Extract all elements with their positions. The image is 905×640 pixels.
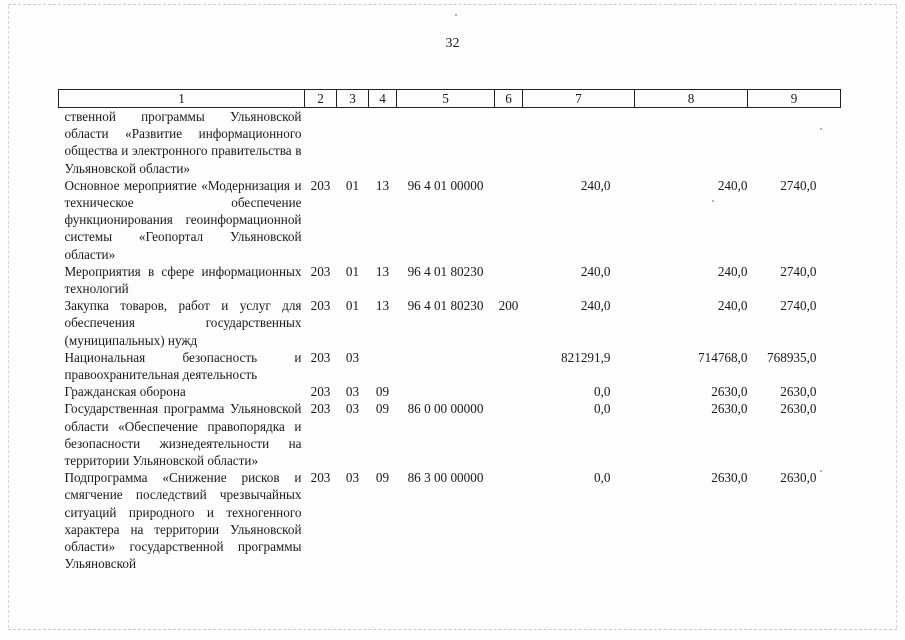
cell-col7: 240,0 [580, 298, 611, 314]
cell-col5 [397, 383, 495, 400]
row-name: Государственная программа Ульяновской области «Обеспечение правопорядка и безопасности жизнедеятельности на территории Ульяновской области» [64, 401, 302, 469]
cell-col5: 96 4 01 80230 [407, 263, 484, 279]
column-header: 4 [369, 90, 397, 108]
cell-col8: 240,0 [717, 177, 748, 193]
cell-col6 [495, 383, 523, 400]
cell-col4: 09 [375, 470, 390, 486]
cell-col2: 203 [310, 177, 331, 193]
cell-col7: 0,0 [594, 470, 611, 486]
column-header: 9 [748, 90, 841, 108]
cell-col7: 821291,9 [561, 349, 611, 365]
cell-col9: 2630,0 [780, 401, 817, 417]
cell-col7: 0,0 [594, 401, 611, 417]
row-name: Гражданская оборона [64, 384, 186, 400]
row-name: Подпрограмма «Снижение рисков и смягчение последствий чрезвычайных ситуаций природного и техногенного характера на территории Ульяновской области» государственной программы Ульяновской [64, 470, 302, 572]
cell-col2: 203 [310, 349, 331, 365]
cell-col4 [369, 108, 397, 177]
table-row [59, 469, 841, 572]
cell-col8: 240,0 [717, 263, 748, 279]
cell-col9: 2630,0 [780, 470, 817, 486]
cell-col5: 86 0 00 00000 [407, 401, 484, 417]
cell-col6 [495, 263, 523, 297]
column-header: 8 [635, 90, 748, 108]
cell-col4: 13 [375, 298, 390, 314]
cell-col3: 03 [345, 384, 360, 400]
cell-col6: 200 [498, 298, 519, 314]
column-header: 1 [59, 90, 305, 108]
table-row [59, 400, 841, 469]
cell-col6 [495, 400, 523, 469]
cell-col5 [397, 108, 495, 177]
cell-col8: 714768,0 [698, 349, 748, 365]
cell-col2: 203 [310, 401, 331, 417]
row-name: ственной программы Ульяновской области «Развитие информационного общества и электронного правительства в Ульяновской области» [64, 109, 302, 176]
cell-col3: 03 [345, 470, 360, 486]
scan-speck [820, 470, 822, 472]
cell-col4 [369, 349, 397, 383]
scan-speck [820, 128, 822, 130]
table-row [59, 349, 841, 383]
cell-col3: 03 [345, 401, 360, 417]
cell-col3: 01 [345, 177, 360, 193]
table-row [59, 297, 841, 349]
cell-col5: 86 3 00 00000 [407, 470, 484, 486]
cell-col4: 09 [375, 384, 390, 400]
column-header: 3 [337, 90, 369, 108]
cell-col8: 240,0 [717, 298, 748, 314]
scan-edge-left [8, 6, 9, 628]
cell-col7 [523, 108, 635, 177]
cell-col7: 240,0 [580, 263, 611, 279]
cell-col8: 2630,0 [711, 470, 748, 486]
cell-col4: 09 [375, 401, 390, 417]
cell-col2: 203 [310, 384, 331, 400]
scan-speck [712, 200, 714, 202]
cell-col6 [495, 108, 523, 177]
cell-col8: 2630,0 [711, 401, 748, 417]
cell-col2 [305, 108, 337, 177]
cell-col2: 203 [310, 470, 331, 486]
cell-col2: 203 [310, 263, 331, 279]
row-name: Закупка товаров, работ и услуг для обеспечения государственных (муниципальных) нужд [64, 298, 302, 348]
cell-col5 [397, 349, 495, 383]
column-header: 6 [495, 90, 523, 108]
table-row [59, 383, 841, 400]
page-number: 32 [445, 36, 460, 51]
cell-col9: 2740,0 [780, 177, 817, 193]
cell-col6 [495, 177, 523, 263]
scan-edge-top [8, 4, 897, 5]
cell-col2: 203 [310, 298, 331, 314]
cell-col7: 0,0 [594, 384, 611, 400]
scan-speck [455, 14, 457, 16]
table-row [59, 108, 841, 177]
table-row [59, 263, 841, 297]
column-header: 5 [397, 90, 495, 108]
scan-edge-bottom [8, 629, 897, 630]
row-name: Национальная безопасность и правоохранительная деятельность [64, 349, 302, 383]
cell-col5: 96 4 01 00000 [407, 177, 484, 193]
table-header-row [59, 90, 841, 108]
cell-col3: 01 [345, 263, 360, 279]
row-name: Мероприятия в сфере информационных технологий [64, 263, 302, 297]
cell-col3: 01 [345, 298, 360, 314]
table-row [59, 177, 841, 263]
scan-edge-right [896, 6, 897, 628]
cell-col4: 13 [375, 263, 390, 279]
cell-col8 [635, 108, 748, 177]
column-header: 7 [523, 90, 635, 108]
cell-col9: 768935,0 [767, 349, 817, 365]
cell-col6 [495, 349, 523, 383]
cell-col4: 13 [375, 177, 390, 193]
cell-col3: 03 [345, 349, 360, 365]
cell-col6 [495, 469, 523, 572]
cell-col8: 2630,0 [711, 384, 748, 400]
cell-col7: 240,0 [580, 177, 611, 193]
cell-col9 [748, 108, 841, 177]
cell-col3 [337, 108, 369, 177]
cell-col5: 96 4 01 80230 [407, 298, 484, 314]
budget-table [58, 89, 841, 572]
cell-col9: 2630,0 [780, 384, 817, 400]
cell-col9: 2740,0 [780, 298, 817, 314]
cell-col9: 2740,0 [780, 263, 817, 279]
row-name: Основное мероприятие «Модернизация и техническое обеспечение функционирования геоинформационной системы «Геопортал Ульяновской области» [64, 177, 302, 262]
column-header: 2 [305, 90, 337, 108]
